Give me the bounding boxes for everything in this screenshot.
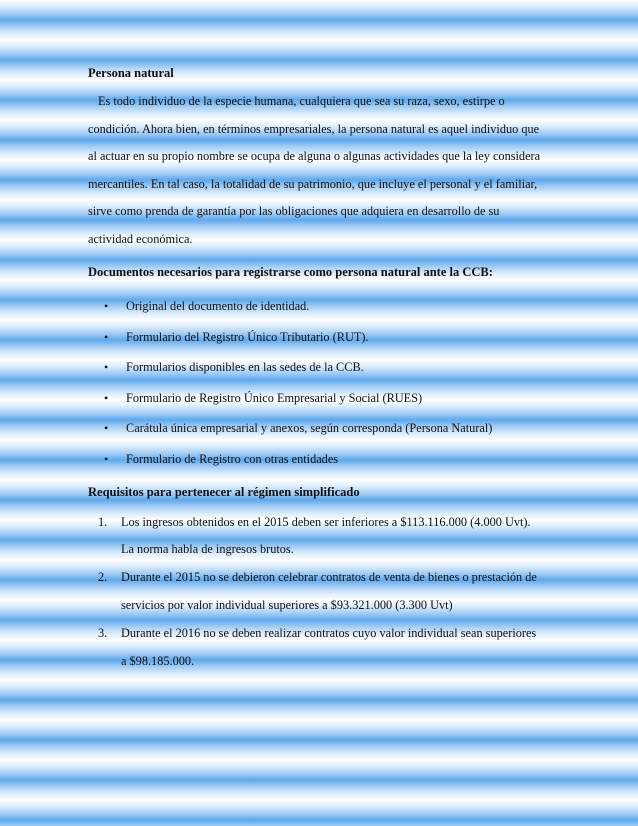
item-line: Durante el 2015 no se debieron celebrar contratos de venta de bienes o prestación de — [121, 570, 537, 585]
list-item — [88, 620, 558, 676]
item-line: Durante el 2016 no se deben realizar contratos cuyo valor individual sean superiores — [121, 625, 537, 640]
section-title-persona-natural: Persona natural — [88, 66, 174, 80]
document-page — [88, 64, 558, 675]
bullet-icon: • — [104, 329, 109, 344]
list-item: • Formulario de Registro con otras entidades — [104, 451, 339, 466]
item-number: 2. — [98, 570, 108, 585]
paragraph-line: actividad económica. — [88, 231, 193, 246]
list-item: • Original del documento de identidad. — [104, 299, 310, 313]
paragraph-line: Es todo individuo de la especie humana, cualquiera que sea su raza, sexo, estirpe o — [98, 94, 505, 108]
documents-list — [88, 299, 558, 467]
list-item — [88, 509, 558, 565]
paragraph-line: mercantiles. En tal caso, la totalidad de su patrimonio, que incluye el personal y el familiar, — [88, 176, 538, 191]
item-number: 1. — [98, 514, 108, 529]
bullet-icon: • — [104, 390, 109, 405]
bullet-icon: • — [104, 451, 109, 466]
section-title-documentos: Documentos necesarios para registrarse como persona natural ante la CCB: — [88, 265, 493, 279]
item-line: La norma habla de ingresos brutos. — [121, 542, 294, 557]
paragraph-line: condición. Ahora bien, en términos empresariales, la persona natural es aquel individuo que — [88, 121, 540, 136]
list-item: • Carátula única empresarial y anexos, según corresponda (Persona Natural) — [104, 421, 493, 436]
list-item: • Formulario del Registro Único Tributario (RUT). — [104, 329, 369, 344]
requirements-list — [88, 509, 558, 676]
bullet-icon: • — [104, 360, 109, 375]
item-line: Los ingresos obtenidos en el 2015 deben ser inferiores a $113.116.000 (4.000 Uvt). — [121, 514, 531, 529]
bullet-icon: • — [104, 299, 109, 313]
list-item: • Formularios disponibles en las sedes de la CCB. — [104, 360, 364, 375]
paragraph-line: al actuar en su propio nombre se ocupa de alguna o algunas actividades que la ley considera — [88, 149, 541, 163]
list-item — [88, 564, 558, 620]
list-item: • Formulario de Registro Único Empresarial y Social (RUES) — [104, 390, 423, 405]
bullet-icon: • — [104, 421, 109, 436]
section-title-requisitos: Requisitos para pertenecer al régimen simplificado — [88, 484, 360, 499]
item-line: servicios por valor individual superiores a $93.321.000 (3.300 Uvt) — [121, 597, 453, 612]
item-number: 3. — [98, 625, 108, 640]
paragraph-line: sirve como prenda de garantía por las obligaciones que adquiera en desarrollo de su — [88, 204, 500, 218]
item-line: a $98.185.000. — [121, 653, 195, 668]
intro-paragraph — [88, 88, 558, 253]
